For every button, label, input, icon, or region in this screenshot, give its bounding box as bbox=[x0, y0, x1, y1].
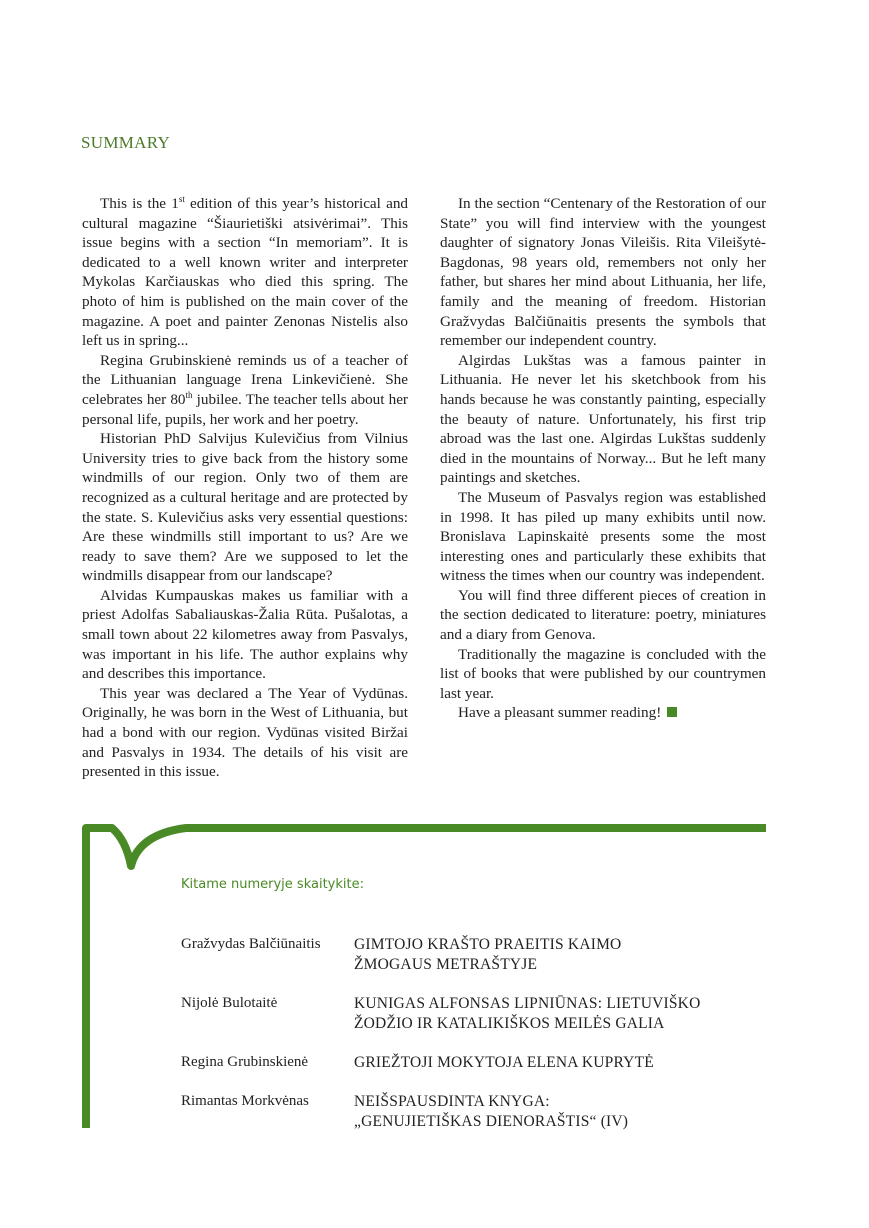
paragraph: Algirdas Lukštas was a famous painter in Lithuania. He never let his sketchbook from his hands because he was constantly painting, especially the beauty of nature. Unfortunately, his first trip abroad was the last one. Algirdas Lukštas suddenly died in the mountains of Norway... But he left many paintings and sketches. bbox=[440, 351, 766, 487]
paragraph: The Museum of Pasvalys region was established in 1998. It has piled up many exhibits until now. Bronislava Lapinskaitė presents some the most interesting ones and particularly these exhibits that witness the times when our country was independent. bbox=[440, 488, 766, 585]
paragraph: This is the 1st edition of this year’s historical and cultural magazine “Šiaurietiški atsivėrimai”. This issue begins with a section “In memoriam”. It is dedicated to a well known writer and interpreter Mykolas Karčiauskas who died this spring. The photo of him is published on the main cover of the magazine. A poet and painter Zenonas Nistelis also left us in spring... bbox=[82, 193, 409, 350]
section-heading: SUMMARY bbox=[81, 133, 171, 152]
toc-title: KUNIGAS ALFONSAS LIPNIŪNAS: LIETUVIŠKO ŽODŽIO IR KATALIKIŠKOS MEILĖS GALIA bbox=[354, 995, 701, 1032]
paragraph: Regina Grubinskienė reminds us of a teacher of the Lithuanian language Irena Linkevičienė. She celebrates her 80th jubilee. The teacher tells about her personal life, pupils, her work and her poetry. bbox=[82, 351, 408, 428]
toc-author: Regina Grubinskienė bbox=[181, 1054, 309, 1070]
paragraph: Have a pleasant summer reading! bbox=[440, 703, 766, 723]
paragraph: Traditionally the magazine is concluded with the list of books that were published by our countrymen last year. bbox=[440, 645, 766, 702]
toc-title: GIMTOJO KRAŠTO PRAEITIS KAIMO ŽMOGAUS METRAŠTYJE bbox=[354, 936, 622, 973]
toc-title: NEIŠSPAUSDINTA KNYGA: „GENUJIETIŠKAS DIENORAŠTIS“ (IV) bbox=[354, 1093, 629, 1130]
paragraph: This year was declared a The Year of Vydūnas. Originally, he was born in the West of Lithuania, but had a bond with our region. Vydūnas visited Biržai and Pasvalys in 1934. The details of his visit are presented in this issue. bbox=[82, 684, 408, 781]
toc-title: GRIEŽTOJI MOKYTOJA ELENA KUPRYTĖ bbox=[354, 1054, 654, 1071]
paragraph: In the section “Centenary of the Restoration of our State” you will find interview with the youngest daughter of signatory Jonas Vileišis. Rita Vileišytė-Bagdonas, 98 years old, remembers not only her father, but shares her mind about Lithuania, her life, family and the meaning of freedom. Historian Gražvydas Balčiūnaitis presents the symbols that remember our independent country. bbox=[440, 195, 766, 350]
next-issue-title: Kitame numeryje skaitykite: bbox=[181, 877, 364, 892]
toc-author: Nijolė Bulotaitė bbox=[181, 995, 278, 1011]
paragraph: Historian PhD Salvijus Kulevičius from Vilnius University tries to give back from the history some windmills of our region. Only two of them are recognized as a cultural heritage and are protected by the state. S. Kulevičius asks very essential questions: Are these windmills still important to us? Are we ready to save them? Are we supposed to let the windmills disappear from our landscape? bbox=[82, 430, 408, 585]
paragraph: Alvidas Kumpauskas makes us familiar with a priest Adolfas Sabaliauskas-Žalia Rūta. Pušalotas, a small town about 22 kilometres away from Pasvalys, was important in his life. The author explains why and describes this importance. bbox=[82, 586, 408, 683]
toc-author: Gražvydas Balčiūnaitis bbox=[181, 936, 321, 952]
toc-author: Rimantas Morkvėnas bbox=[181, 1093, 309, 1109]
paragraph: You will find three different pieces of creation in the section dedicated to literature: poetry, miniatures and a diary from Genova. bbox=[440, 586, 766, 644]
